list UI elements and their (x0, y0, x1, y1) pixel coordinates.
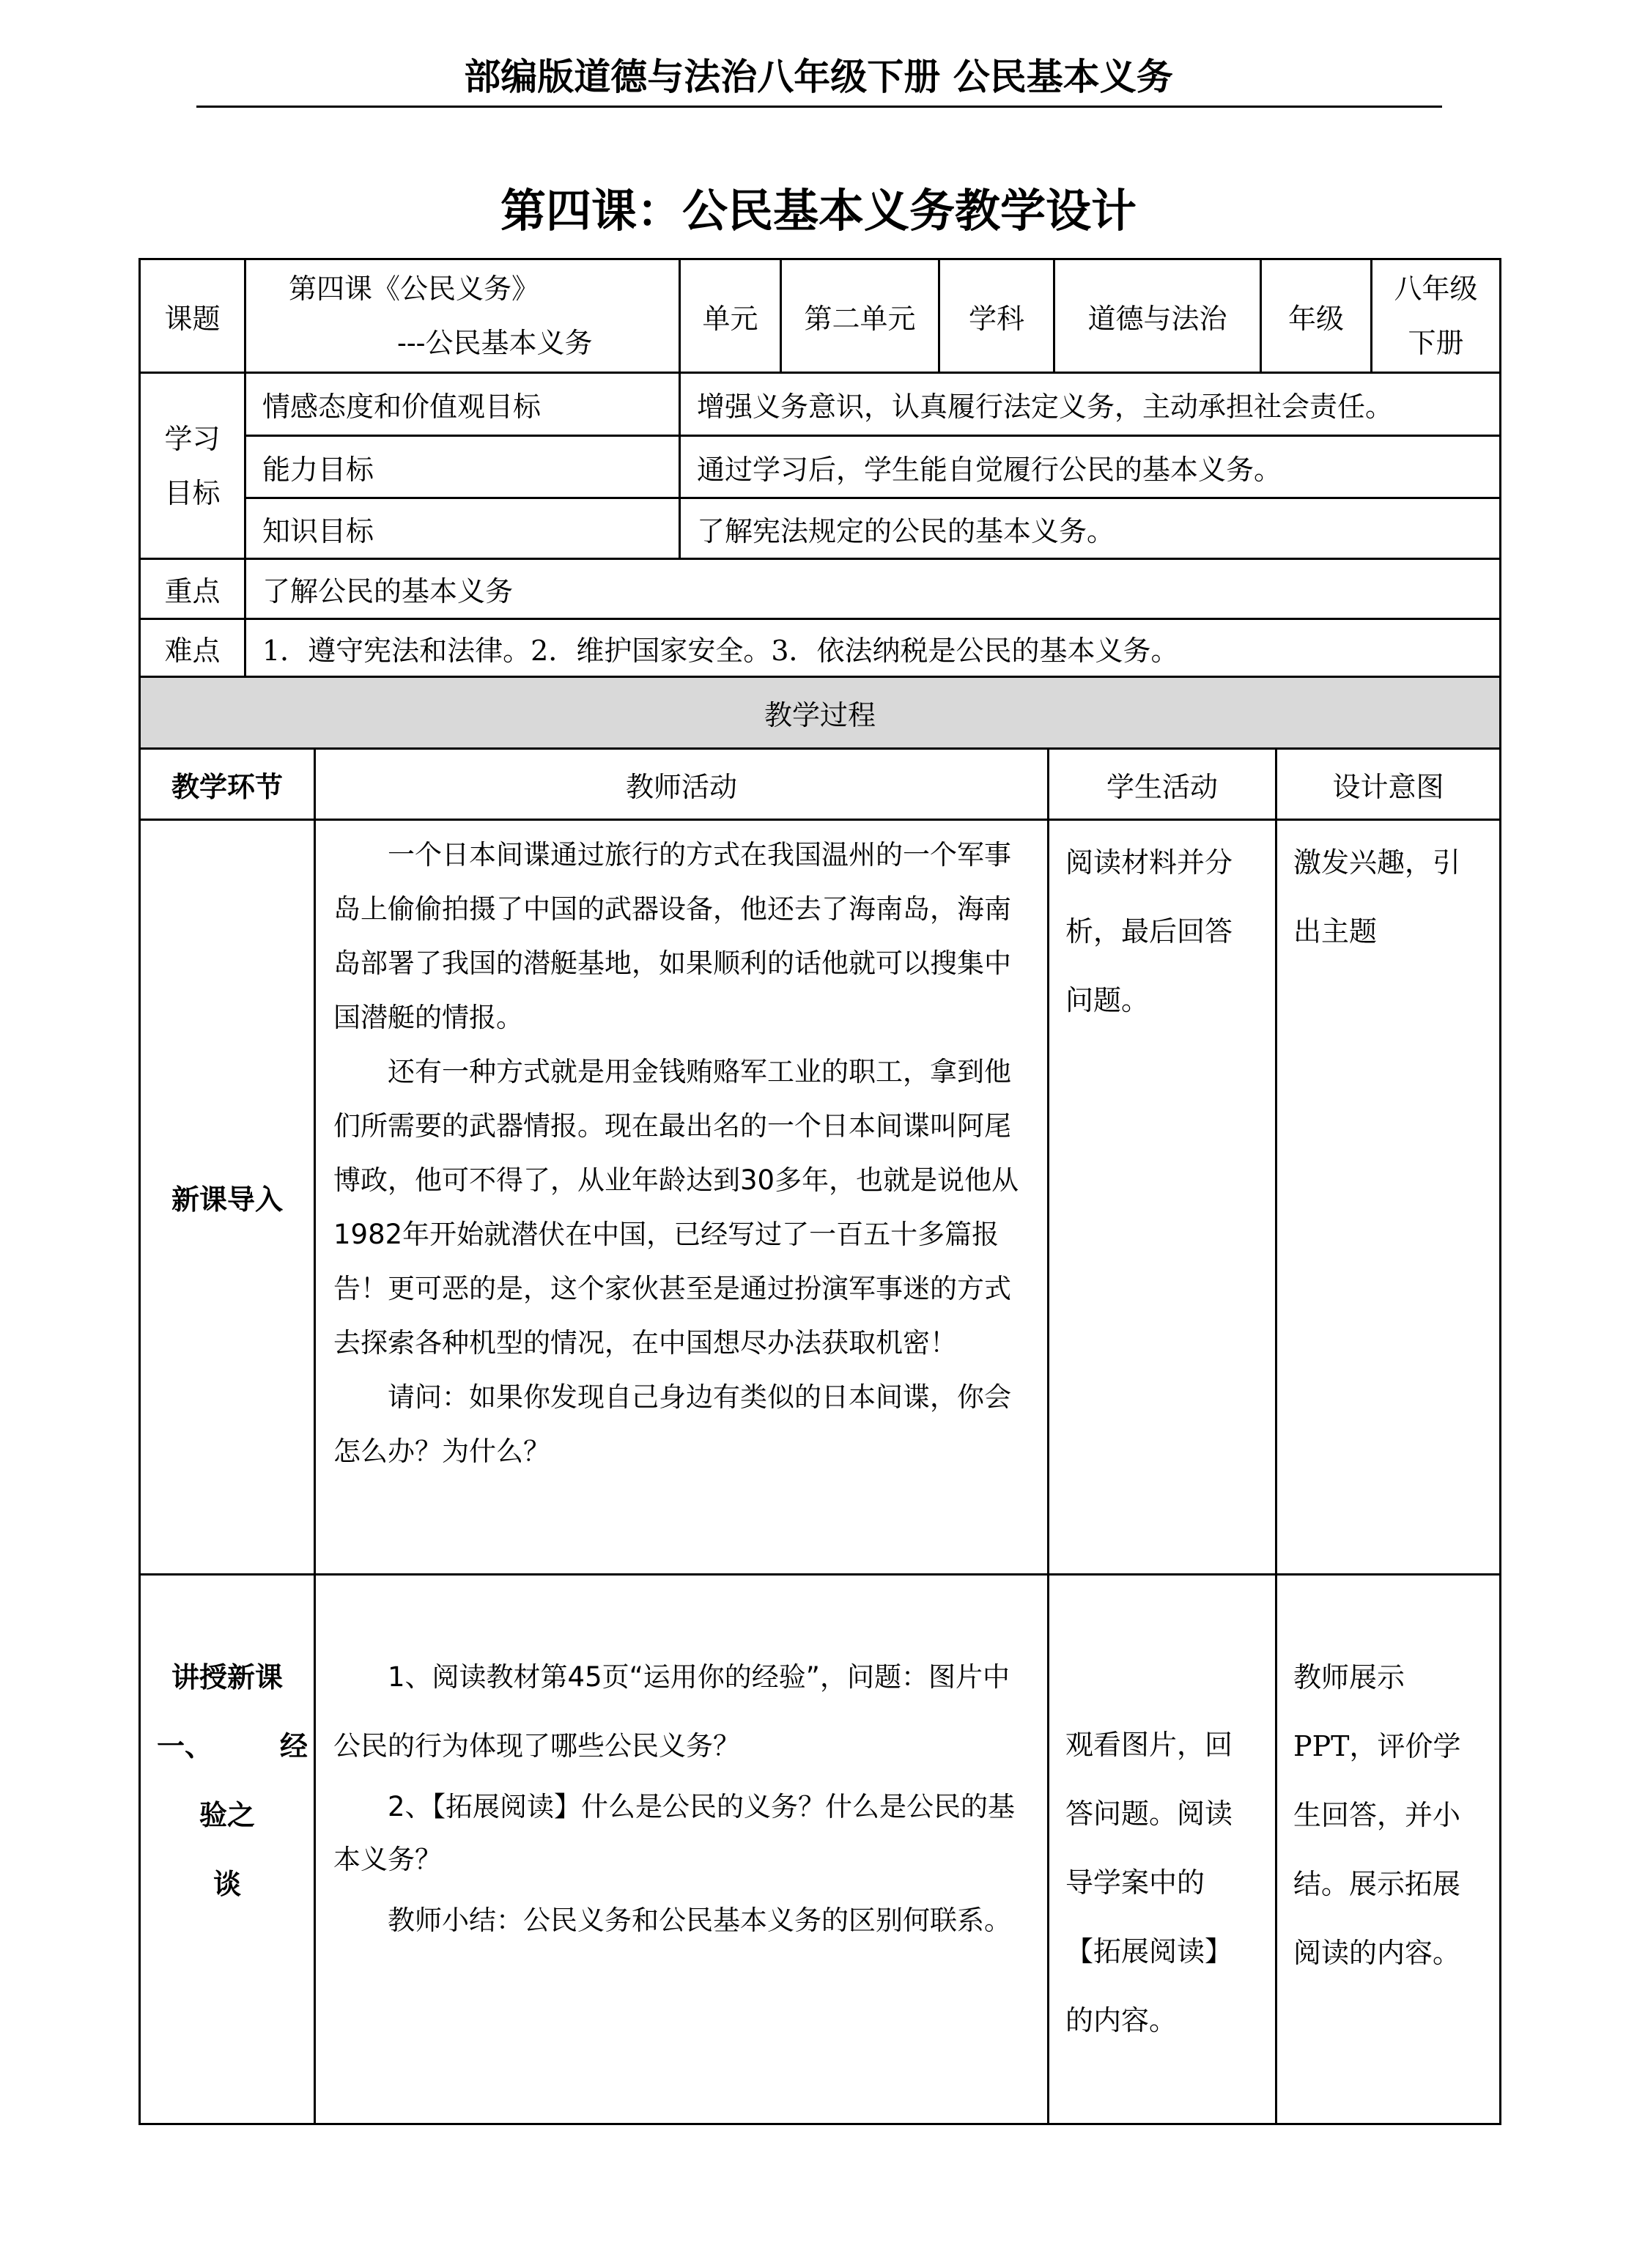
teacher-paragraph: 教师小结：公民义务和公民基本义务的区别何联系。 (388, 1905, 1011, 1936)
stage-sub-text: 经 (279, 1730, 308, 1762)
objectives-label-line-1: 学习 (164, 422, 221, 455)
difficulty-label: 难点 (140, 619, 245, 677)
stage-cell: 新课导入 (140, 820, 315, 1575)
subject-label: 学科 (939, 259, 1054, 373)
student-activity-cell (1049, 820, 1276, 1575)
objective-content: 通过学习后，学生能自觉履行公民的基本义务。 (680, 436, 1501, 498)
grade-label: 年级 (1261, 259, 1372, 373)
column-header-intent: 设计意图 (1276, 749, 1501, 820)
document-title: 第四课：公民基本义务教学设计 (500, 184, 1137, 237)
objective-content: 了解宪法规定的公民的基本义务。 (680, 498, 1501, 559)
objectives-label (140, 373, 245, 559)
teacher-paragraph: 请问：如果你发现自己身边有类似的日本间谍，你会怎么办？为什么？ (333, 1381, 1011, 1467)
subject-value: 道德与法治 (1054, 259, 1261, 373)
teacher-paragraph: 1、阅读教材第45页“运用你的经验”，问题：图片中公民的行为体现了哪些公民义务？ (333, 1661, 1010, 1762)
process-title-row (140, 677, 1501, 749)
page-header-title: 部编版道德与法治八年级下册 公民基本义务 (464, 56, 1173, 98)
topic-line-2: ---公民基本义务 (397, 327, 593, 359)
objective-name: 能力目标 (245, 436, 680, 498)
grade-line-2: 下册 (1408, 327, 1464, 359)
lesson-info-table (138, 258, 1501, 678)
design-intent-text: 教师展示PPT，评价学生回答，并小结。展示拓展阅读的内容。 (1293, 1661, 1461, 1969)
design-intent-cell (1276, 1575, 1501, 2124)
objective-row (140, 373, 1501, 436)
key-point-row (140, 559, 1501, 619)
teacher-activity-cell (315, 820, 1049, 1575)
teaching-process-table (138, 676, 1501, 2125)
topic-value (245, 259, 680, 373)
topic-line-1: 第四课《公民义务》 (289, 273, 540, 305)
stage-sub-row (141, 1712, 314, 1781)
column-header-stage: 教学环节 (140, 749, 315, 820)
objective-row (140, 436, 1501, 498)
process-row-intro (140, 820, 1501, 1575)
stage-sub-number: 一、 (157, 1730, 213, 1762)
student-activity-cell (1049, 1575, 1276, 2124)
header-divider (196, 106, 1442, 108)
process-row-new-lesson (140, 1575, 1501, 2124)
grade-line-1: 八年级 (1394, 273, 1478, 305)
process-title: 教学过程 (140, 677, 1501, 749)
student-activity-text: 阅读材料并分析，最后回答问题。 (1065, 846, 1233, 1016)
design-intent-cell (1276, 820, 1501, 1575)
teacher-paragraph: 2、【拓展阅读】什么是公民的义务？什么是公民的基本义务？ (333, 1791, 1016, 1875)
key-point-label: 重点 (140, 559, 245, 619)
objective-row (140, 498, 1501, 559)
teacher-paragraph: 还有一种方式就是用金钱贿赂军工业的职工，拿到他们所需要的武器情报。现在最出名的一个日本间谍叫阿尾博政，他可不得了，从业年龄达到30多年，也就是说他从1982年开始就潜伏在中国，已经写过了一百五十多篇报告！更可恶的是，这个家伙甚至是通过扮演军事迷的方式去探索各种机型的情况，在中国想尽办法获取机密！ (333, 1056, 1019, 1359)
grade-value (1372, 259, 1501, 373)
column-header-student: 学生活动 (1049, 749, 1276, 820)
student-activity-text: 观看图片，回答问题。阅读导学案中的【拓展阅读】的内容。 (1065, 1729, 1233, 2036)
unit-value: 第二单元 (781, 259, 939, 373)
unit-label: 单元 (680, 259, 781, 373)
difficulty-content: 1．遵守宪法和法律。2．维护国家安全。3．依法纳税是公民的基本义务。 (245, 619, 1501, 677)
design-intent-text: 激发兴趣，引出主题 (1293, 846, 1461, 948)
objective-name: 知识目标 (245, 498, 680, 559)
topic-label: 课题 (140, 259, 245, 373)
stage-cell (140, 1575, 315, 2124)
objectives-label-line-2: 目标 (164, 476, 221, 509)
topic-row (140, 259, 1501, 373)
stage-sub-text: 谈 (213, 1868, 241, 1900)
stage-sub-text: 验之 (199, 1799, 255, 1831)
teacher-activity-cell (315, 1575, 1049, 2124)
objective-content: 增强义务意识，认真履行法定义务，主动承担社会责任。 (680, 373, 1501, 436)
stage-title: 讲授新课 (171, 1661, 283, 1693)
objective-name: 情感态度和价值观目标 (245, 373, 680, 436)
teacher-paragraph: 一个日本间谍通过旅行的方式在我国温州的一个军事岛上偷偷拍摄了中国的武器设备，他还去了海南岛，海南岛部署了我国的潜艇基地，如果顺利的话他就可以搜集中国潜艇的情报。 (333, 839, 1011, 1033)
column-header-teacher: 教师活动 (315, 749, 1049, 820)
process-header-row (140, 749, 1501, 820)
difficulty-row (140, 619, 1501, 677)
key-point-content: 了解公民的基本义务 (245, 559, 1501, 619)
